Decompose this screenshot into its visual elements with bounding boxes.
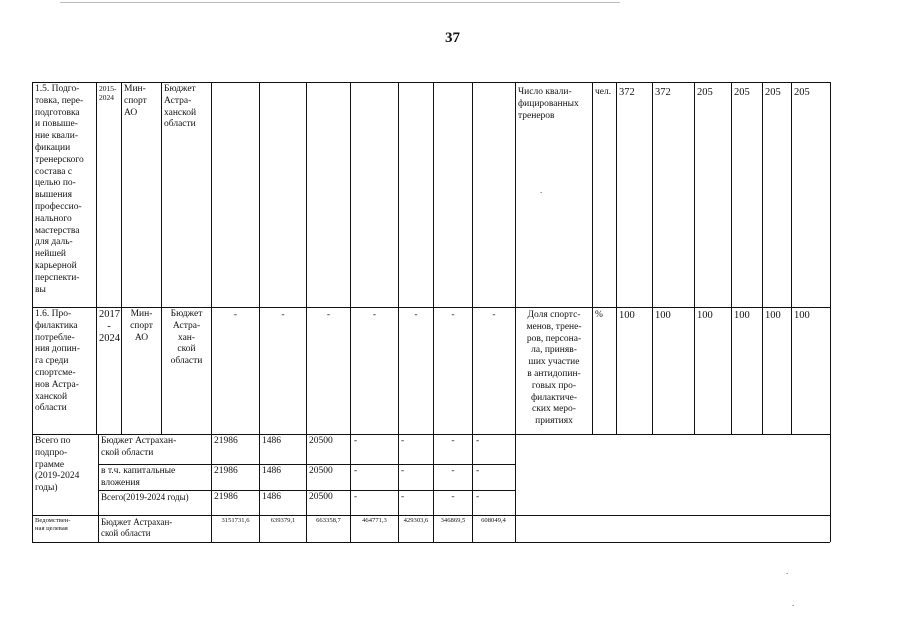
row-1-6-value: 100 (794, 310, 810, 321)
last-row-source: Бюджет Астрахан- ской области (101, 517, 173, 538)
row-1-6-value: 100 (619, 310, 635, 321)
last-row-value: 608049,4 (481, 517, 506, 524)
row-1-5-value: 205 (765, 87, 781, 98)
subtotal-dash: - (451, 436, 455, 446)
last-row-value: 3151731,6 (221, 517, 250, 524)
row-1-5-value: 372 (655, 87, 671, 98)
subtotal-dash: - (476, 436, 480, 446)
scan-speck: . (786, 566, 789, 576)
row-1-6-value: 100 (734, 310, 750, 321)
row-1-6-dash: - (326, 310, 331, 320)
row-1-5-name: 1.5. Подго- товка, пере- подготовка и повыше- ние квали- фикации тренерского состава с целью по- вышения профессио- нального мастерства для даль- нейшей карьерной перспекти- вы (35, 84, 84, 295)
last-row-label: Ведомствен- ная целевая (35, 517, 71, 532)
row-1-6-indicator: Доля спортс- менов, трене- ров, персона- ла, приняв- ших участие в антидопин- говых про- филактиче- ских меро- приятиях (526, 310, 582, 427)
row-1-6-dash: - (414, 310, 418, 320)
row-1-5-value: 205 (697, 87, 713, 98)
subtotal-value: 20500 (309, 436, 333, 446)
subtotal-dash: - (354, 492, 358, 502)
subtotal-dash: - (354, 466, 358, 476)
last-row-value: 464771,3 (362, 517, 387, 524)
subtotal-value: 20500 (309, 492, 333, 502)
subtotal-value: 1486 (262, 466, 281, 476)
row-1-6-value: 100 (697, 310, 713, 321)
scan-speck: . (792, 598, 795, 608)
row-1-5-value: 372 (619, 87, 635, 98)
subtotal-dash: - (451, 492, 455, 502)
subtotal-value: 20500 (309, 466, 333, 476)
row-1-6-period: 2017 - 2024 (99, 309, 120, 344)
row-1-6-dash: - (451, 310, 455, 320)
row-1-5-value: 205 (734, 87, 750, 98)
row-1-5-period: 2015- 2024 (99, 84, 117, 102)
subtotal-dash: - (401, 436, 405, 446)
row-1-5-executor: Мин- спорт АО (124, 84, 147, 118)
last-row-value: 429303,6 (403, 517, 429, 524)
row-1-6-unit: % (595, 310, 603, 320)
row-1-6-executor: Мин- спорт АО (130, 309, 153, 343)
subtotal-value: 21986 (214, 492, 238, 502)
subtotal-dash: - (451, 466, 455, 476)
last-row-value: 346869,5 (440, 517, 466, 524)
scan-speck: . (540, 185, 543, 195)
scan-edge-line (60, 2, 620, 3)
subtotal-value: 21986 (214, 466, 238, 476)
row-1-6-dash: - (281, 310, 285, 320)
subtotal-dash: - (401, 466, 405, 476)
row-1-6-name: 1.6. Про- филактика потребле- ния допин- га среди спортсме- нов Астра- ханской области (35, 309, 80, 414)
last-row-value: 639379,1 (270, 517, 296, 524)
subtotal-dash: - (476, 492, 480, 502)
subtotal-dash: - (401, 492, 405, 502)
row-1-6-dash: - (233, 310, 238, 320)
row-1-5-value: 205 (794, 87, 810, 98)
row-1-6-value: 100 (765, 310, 781, 321)
row-1-6-dash: - (372, 310, 377, 320)
subtotal-value: 1486 (262, 492, 281, 502)
subtotal-source: Всего(2019-2024 годы) (101, 492, 189, 502)
subtotal-source: в т.ч. капитальные вложения (101, 466, 176, 488)
subtotal-dash: - (476, 466, 480, 476)
row-1-5-indicator: Число квали- фицированных тренеров (518, 87, 579, 121)
row-1-6-source: Бюджет Астра- хан- ской области (170, 309, 203, 367)
last-row-value: 663358,7 (316, 517, 341, 524)
subtotal-source: Бюджет Астрахан- ской области (101, 436, 177, 458)
row-1-5-unit: чел. (595, 87, 612, 97)
row-1-6-value: 100 (655, 310, 671, 321)
row-1-6-dash: - (492, 310, 496, 320)
row-1-5-source: Бюджет Астра- ханской области (164, 84, 197, 130)
page-number: 37 (445, 30, 460, 46)
subtotal-value: 1486 (262, 436, 281, 446)
subtotal-label: Всего по подпро- грамме (2019-2024 годы) (35, 436, 80, 494)
subtotal-value: 21986 (214, 436, 238, 446)
subtotal-dash: - (354, 436, 358, 446)
